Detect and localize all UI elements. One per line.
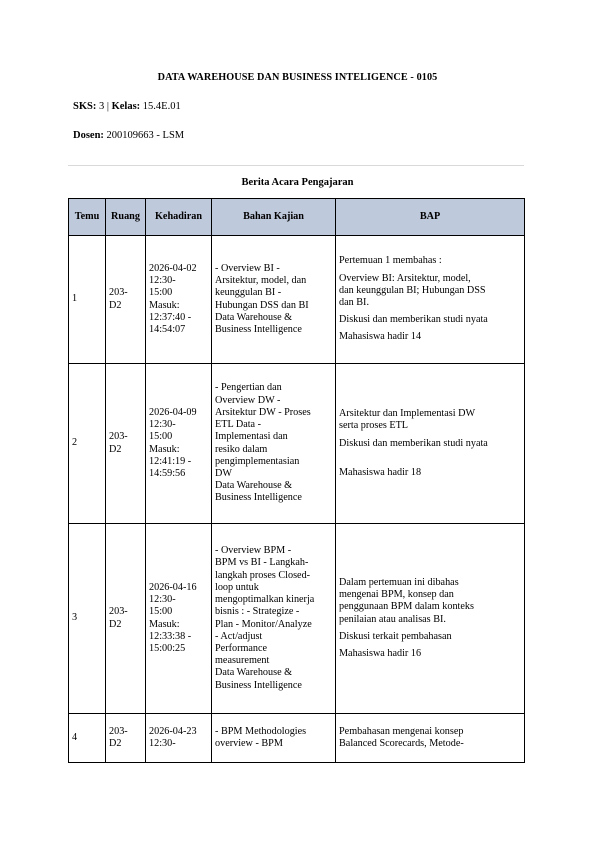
bap-cell [336, 714, 525, 763]
bap-paragraph: Pembahasan mengenai konsep Balanced Scorecards, Metode- [339, 725, 464, 749]
section-title: Berita Acara Pengajaran [241, 177, 354, 188]
dosen-line [73, 130, 184, 141]
temu-cell: 3 [69, 524, 106, 714]
divider [68, 165, 524, 166]
kehadiran-cell: 2026-04-02 12:30- 15:00 Masuk: 12:37:40 - 14:54:07 [146, 236, 212, 364]
bap-paragraph: Mahasiswa hadir 16 [339, 647, 422, 659]
column-header-bap: BAP [336, 199, 525, 236]
table-row [69, 524, 525, 714]
bahan-kajian-cell: - Overview BPM - BPM vs BI - Langkah- langkah proses Closed- loop untuk mengoptimalkan kinerja bisnis : - Strategize - Plan - Monitor/Analyze - Act/adjust Performance measurement Data Warehouse & Business Intelligence [212, 524, 336, 714]
dosen-value: 200109663 - LSM [106, 130, 185, 141]
column-header-ruang: Ruang [106, 199, 146, 236]
bahan-kajian-cell: - BPM Methodologies overview - BPM [212, 714, 336, 763]
bap-paragraph: Arsitektur dan Implementasi DW serta proses ETL [339, 408, 476, 432]
bap-paragraph: Mahasiswa hadir 14 [339, 331, 422, 343]
bap-paragraph: Diskusi dan memberikan studi nyata [339, 314, 488, 326]
kehadiran-cell: 2026-04-16 12:30- 15:00 Masuk: 12:33:38 - 15:00:25 [146, 524, 212, 714]
bap-paragraph: Dalam pertemuan ini dibahas mengenai BPM, konsep dan penggunaan BPM dalam konteks penilaian atau analisas BI. [339, 576, 474, 625]
bap-paragraph: Overview BI: Arsitektur, model, dan keunggulan BI; Hubungan DSS dan BI. [339, 272, 486, 308]
ruang-cell: 203- D2 [106, 714, 146, 763]
sks-label: SKS: [73, 101, 97, 112]
kelas-label: Kelas: [111, 101, 141, 112]
spacer [339, 455, 521, 467]
kelas-value: 15.4E.01 [142, 101, 181, 112]
temu-cell: 4 [69, 714, 106, 763]
table-row [69, 236, 525, 364]
bap-paragraph: Pertemuan 1 membahas : [339, 255, 442, 267]
sks-kelas-line: SKS: 3 | Kelas: 15.4E.01 [73, 101, 181, 112]
sks-value: 3 [98, 101, 105, 112]
column-header-bahan-kajian: Bahan Kajian [212, 199, 336, 236]
bap-cell [336, 524, 525, 714]
bap-paragraph: Diskusi dan memberikan studi nyata [339, 437, 488, 449]
bahan-kajian-cell: - Pengertian dan Overview DW - Arsitektur DW - Proses ETL Data - Implementasi dan resiko dalam pengimplementasian DW Data Warehouse & Business Intelligence [212, 364, 336, 524]
bap-paragraph: Diskusi terkait pembahasan [339, 630, 452, 642]
column-header-temu: Temu [69, 199, 106, 236]
bap-cell [336, 364, 525, 524]
bap-table [68, 198, 525, 763]
temu-cell: 1 [69, 236, 106, 364]
bap-paragraph: Mahasiswa hadir 18 [339, 466, 422, 478]
bahan-kajian-cell: - Overview BI - Arsitektur, model, dan keunggulan BI - Hubungan DSS dan BI Data Warehouse & Business Intelligence [212, 236, 336, 364]
kehadiran-cell: 2026-04-09 12:30- 15:00 Masuk: 12:41:19 - 14:59:56 [146, 364, 212, 524]
dosen-label: Dosen: [73, 130, 104, 141]
table-header-row [69, 199, 525, 236]
course-title: DATA WAREHOUSE DAN BUSINESS INTELIGENCE - 0105 [157, 72, 438, 83]
kehadiran-cell: 2026-04-23 12:30- [146, 714, 212, 763]
temu-cell: 2 [69, 364, 106, 524]
bap-cell [336, 236, 525, 364]
ruang-cell: 203- D2 [106, 236, 146, 364]
ruang-cell: 203- D2 [106, 364, 146, 524]
ruang-cell: 203- D2 [106, 524, 146, 714]
table-row [69, 714, 525, 763]
column-header-kehadiran: Kehadiran [146, 199, 212, 236]
table-row [69, 364, 525, 524]
